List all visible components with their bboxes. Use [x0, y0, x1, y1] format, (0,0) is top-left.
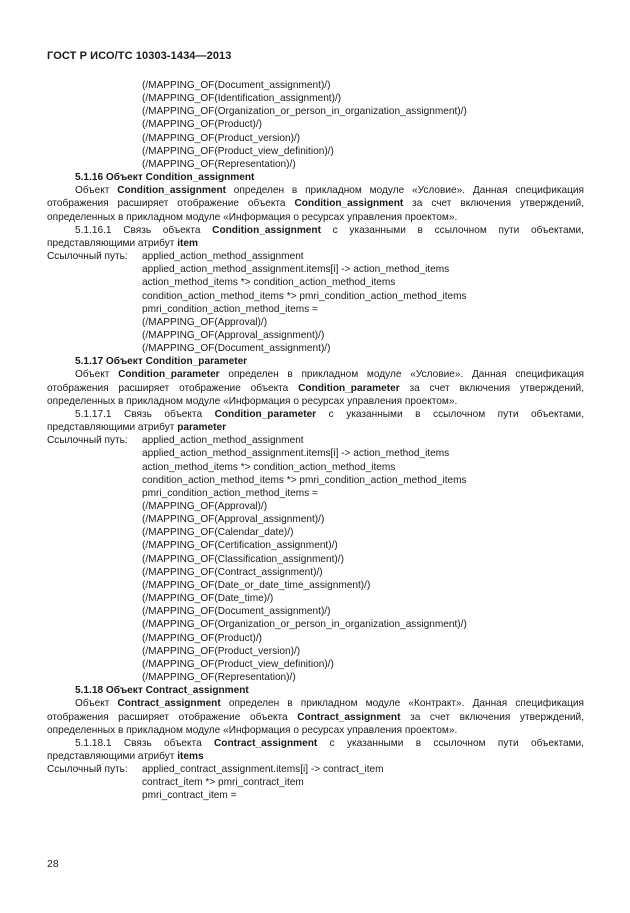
reference-path-row: [47, 434, 584, 447]
section-5-1-18: [47, 684, 584, 802]
top-mapping-list: [47, 79, 584, 171]
mapping-line: (/MAPPING_OF(Representation)/): [142, 158, 296, 170]
attribute-paragraph: 5.1.17.1 Связь объекта Condition_parameter с указанными в ссылочном пути объектами, представляющими атрибут parameter: [47, 408, 584, 434]
path-line: (/MAPPING_OF(Document_assignment)/): [142, 343, 331, 355]
reference-path-label: Ссылочный путь:: [47, 764, 128, 776]
path-line: (/MAPPING_OF(Calendar_date)/): [142, 527, 294, 539]
path-line: (/MAPPING_OF(Representation)/): [142, 672, 296, 684]
path-line: action_method_items *> condition_action_method_items: [142, 277, 396, 289]
path-line: (/MAPPING_OF(Classification_assignment)/): [142, 553, 344, 565]
mapping-line: (/MAPPING_OF(Product)/): [142, 119, 263, 131]
reference-path-row: [47, 763, 584, 776]
path-line: (/MAPPING_OF(Date_or_date_time_assignment)/): [142, 579, 371, 591]
attribute-paragraph: 5.1.16.1 Связь объекта Condition_assignment с указанными в ссылочном пути объектами, представляющими атрибут item: [47, 224, 584, 249]
page-header: ГОСТ Р ИСО/ТС 10303-1434—2013: [47, 50, 232, 62]
path-line: (/MAPPING_OF(Approval)/): [142, 316, 268, 328]
page-number: 28: [47, 858, 59, 870]
path-line: (/MAPPING_OF(Approval)/): [142, 501, 268, 512]
section-paragraph: Объект Contract_assignment определен в прикладном модуле «Контракт». Данная спецификация отображения расширяет отображение объекта Contract_assignment за счет включения утверждений, определенных в прикладном модуле «Информация о ресурсах управления проектом».: [47, 698, 584, 736]
path-line: applied_action_method_assignment.items[i] -> action_method_items: [142, 264, 450, 276]
section-5-1-17: [47, 355, 584, 684]
path-line: (/MAPPING_OF(Contract_assignment)/): [142, 566, 323, 578]
reference-path-label: Ссылочный путь:: [47, 435, 128, 447]
path-line: (/MAPPING_OF(Product_version)/): [142, 645, 301, 657]
section-5-1-16: [47, 171, 584, 355]
path-line: pmri_condition_action_method_items =: [142, 303, 318, 315]
section-heading: 5.1.16 Объект Condition_assignment: [75, 172, 255, 184]
path-line: (/MAPPING_OF(Document_assignment)/): [142, 606, 331, 618]
mapping-line: (/MAPPING_OF(Identification_assignment)/): [142, 93, 342, 105]
path-line: contract_item *> pmri_contract_item: [142, 777, 304, 789]
path-line: (/MAPPING_OF(Approval_assignment)/): [142, 329, 325, 341]
path-line: (/MAPPING_OF(Product_view_definition)/): [142, 658, 334, 670]
section-paragraph: Объект Condition_assignment определен в прикладном модуле «Условие». Данная спецификация отображения расширяет отображение объекта Condition_assignment за счет включения утверждений, определенных в прикладном модуле «Информация о ресурсах управления проектом».: [47, 185, 585, 223]
reference-path-label: Ссылочный путь:: [47, 251, 128, 263]
mapping-line: (/MAPPING_OF(Document_assignment)/): [142, 80, 331, 91]
path-line: pmri_contract_item =: [142, 790, 237, 802]
mapping-line: (/MAPPING_OF(Product_version)/): [142, 132, 301, 144]
section-heading: 5.1.18 Объект Contract_assignment: [75, 685, 249, 697]
path-line: condition_action_method_items *> pmri_condition_action_method_items: [142, 474, 467, 486]
mapping-line: (/MAPPING_OF(Product_view_definition)/): [142, 145, 334, 157]
section-paragraph: Объект Condition_parameter определен в прикладном модуле «Условие». Данная спецификация отображения расширяет отображение объекта Condition_parameter за счет включения утверждений, определенных в прикладном модуле «Информация о ресурсах управления проектом».: [47, 369, 585, 407]
path-line: (/MAPPING_OF(Organization_or_person_in_organization_assignment)/): [142, 619, 467, 631]
path-line: (/MAPPING_OF(Product)/): [142, 632, 263, 644]
reference-path-row: [47, 250, 584, 263]
path-line: applied_action_method_assignment: [142, 251, 304, 263]
path-line: applied_action_method_assignment.items[i] -> action_method_items: [142, 448, 450, 460]
path-line: applied_contract_assignment.items[i] -> contract_item: [142, 764, 384, 776]
path-line: (/MAPPING_OF(Approval_assignment)/): [142, 514, 325, 526]
section-heading: 5.1.17 Объект Condition_parameter: [75, 356, 248, 368]
path-line: pmri_condition_action_method_items =: [142, 487, 318, 499]
attribute-paragraph: 5.1.18.1 Связь объекта Contract_assignment с указанными в ссылочном пути объектами, представляющими атрибут items: [47, 737, 584, 762]
mapping-line: (/MAPPING_OF(Organization_or_person_in_organization_assignment)/): [142, 106, 467, 118]
path-line: condition_action_method_items *> pmri_condition_action_method_items: [142, 290, 467, 302]
path-line: (/MAPPING_OF(Certification_assignment)/): [142, 540, 338, 552]
path-line: action_method_items *> condition_action_method_items: [142, 461, 396, 473]
document-body: [47, 79, 584, 803]
path-line: (/MAPPING_OF(Date_time)/): [142, 593, 274, 605]
path-line: applied_action_method_assignment: [142, 435, 304, 447]
